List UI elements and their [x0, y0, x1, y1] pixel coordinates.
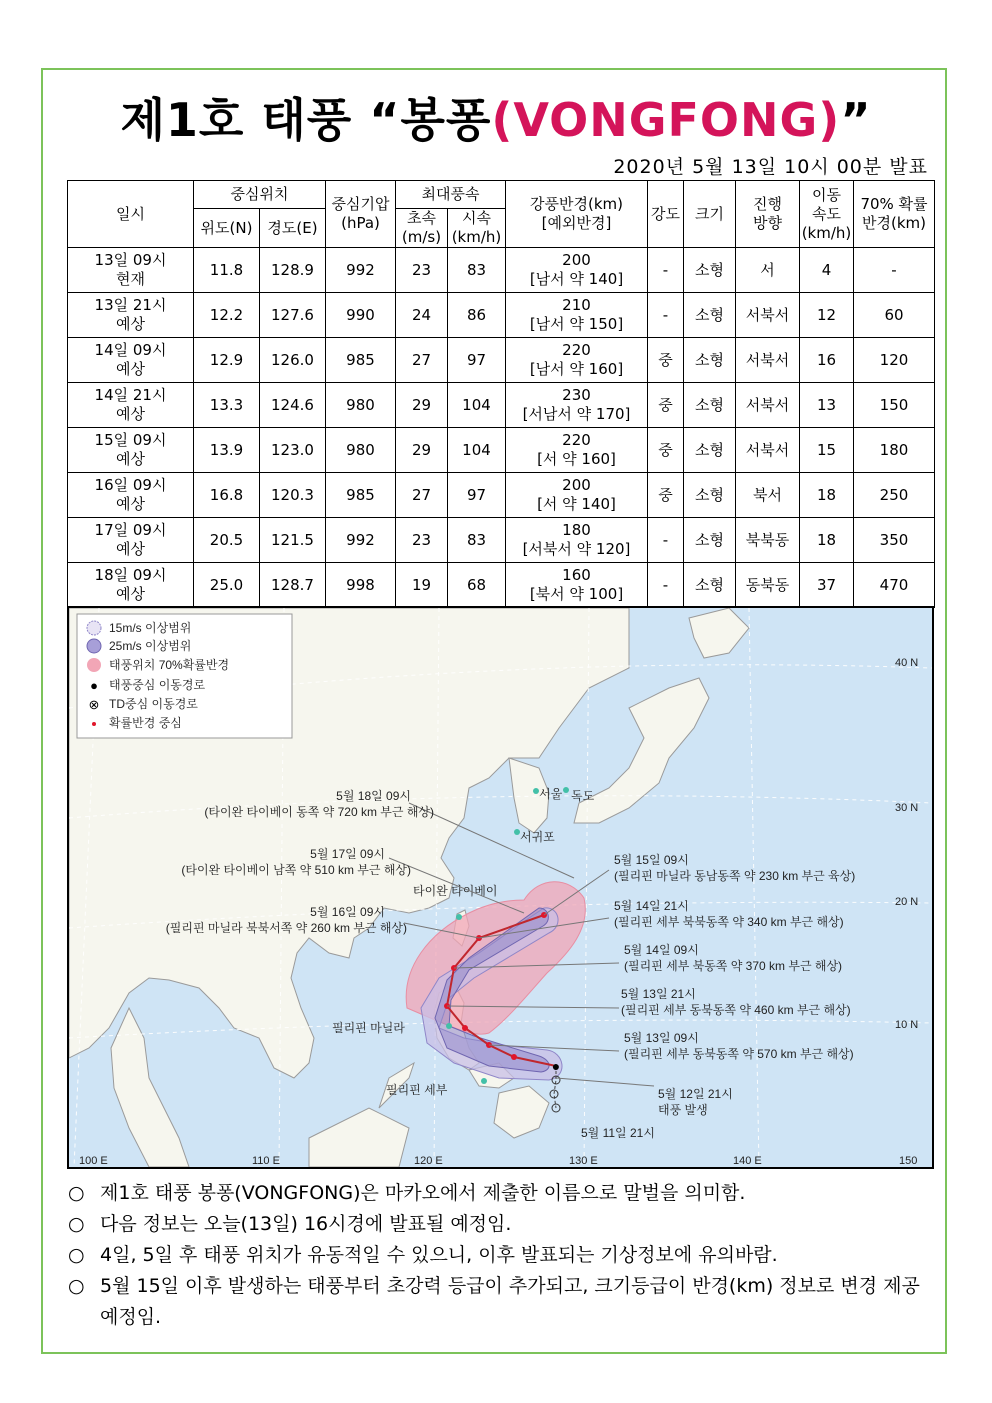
header-wind-kmh: 시속 (km/h): [448, 209, 506, 248]
legend-label-td-path: TD중심 이동경로: [109, 697, 198, 711]
title-english-name: (VONGFONG): [491, 93, 841, 147]
header-wind-ms: 초속 (m/s): [396, 209, 448, 248]
header-datetime: 일시: [68, 181, 194, 248]
cell-time: 13일 21시 예상: [68, 293, 194, 338]
map-legend: [77, 614, 292, 738]
cell-ms: 19: [396, 563, 448, 608]
table-row: [68, 473, 935, 518]
cell-radius: 180 [서북서 약 120]: [506, 518, 648, 563]
cell-lat: 13.3: [194, 383, 260, 428]
cell-lon: 126.0: [260, 338, 326, 383]
note-item: ○ 4일, 5일 후 태풍 위치가 유동적일 수 있으니, 이후 발표되는 기상정보에 유의바람.: [68, 1244, 778, 1266]
cell-dir: 북서: [736, 473, 800, 518]
cell-lon: 121.5: [260, 518, 326, 563]
cell-time: 14일 21시 예상: [68, 383, 194, 428]
cell-lat: 25.0: [194, 563, 260, 608]
cell-pres: 985: [326, 338, 396, 383]
lon-label-120: 120 E: [414, 1155, 443, 1167]
cell-radius: 200 [남서 약 140]: [506, 248, 648, 293]
cell-ms: 27: [396, 473, 448, 518]
cell-speed: 18: [800, 473, 854, 518]
header-size: 크기: [684, 181, 736, 248]
place-manila: 필리핀 마닐라: [332, 1021, 405, 1035]
lat-label-30: 30 N: [895, 802, 919, 814]
cell-time: 17일 09시 예상: [68, 518, 194, 563]
ann-0515-desc: (필리핀 마닐라 동남동쪽 약 230 km 부근 육상): [614, 869, 856, 883]
cell-dir: 서북서: [736, 293, 800, 338]
cell-lon: 124.6: [260, 383, 326, 428]
note-item: ○ 5월 15일 이후 발생하는 태풍부터 초강력 등급이 추가되고, 크기등급이 반경(km) 정보로 변경 제공 예정임.: [68, 1275, 920, 1328]
table-row: [68, 428, 935, 473]
cell-speed: 18: [800, 518, 854, 563]
header-lat: 위도(N): [194, 209, 260, 248]
ann-0517-time: 5월 17일 09시: [310, 847, 385, 861]
cell-intensity: -: [648, 518, 684, 563]
cell-pres: 992: [326, 518, 396, 563]
cell-time: 16일 09시 예상: [68, 473, 194, 518]
ann-0512-desc: 태풍 발생: [658, 1103, 708, 1117]
cell-kmh: 68: [448, 563, 506, 608]
place-seoul: 서울: [539, 787, 563, 801]
cell-time: 14일 09시 예상: [68, 338, 194, 383]
issue-datetime: 2020년 5월 13일 10시 00분 발표: [613, 156, 928, 178]
cell-size: 소형: [684, 383, 736, 428]
cell-radius: 210 [남서 약 150]: [506, 293, 648, 338]
land-hokkaido: [689, 608, 749, 658]
ann-0514-21-desc: (필리핀 세부 북북동쪽 약 340 km 부근 해상): [614, 915, 844, 929]
cell-intensity: -: [648, 248, 684, 293]
cell-kmh: 86: [448, 293, 506, 338]
cell-pres: 992: [326, 248, 396, 293]
place-cebu: 필리핀 세부: [386, 1083, 448, 1097]
cell-radius: 220 [서 약 160]: [506, 428, 648, 473]
cell-dir: 동북동: [736, 563, 800, 608]
place-dokdo: 독도: [571, 789, 595, 803]
cell-size: 소형: [684, 428, 736, 473]
legend-label-25ms: 25m/s 이상범위: [109, 639, 192, 653]
cell-lon: 123.0: [260, 428, 326, 473]
table-row: [68, 518, 935, 563]
place-seogwipo: 서귀포: [520, 830, 555, 844]
ann-0516-time: 5월 16일 09시: [310, 905, 385, 919]
cell-kmh: 104: [448, 428, 506, 473]
cell-prob: 470: [854, 563, 935, 608]
typhoon-symbol-icon: ●: [551, 1058, 561, 1074]
cell-lat: 12.2: [194, 293, 260, 338]
map-svg: [69, 608, 932, 1167]
legend-typhoon-path-icon: ●: [90, 678, 98, 693]
lon-label-130: 130 E: [569, 1155, 598, 1167]
header-direction: 진행 방향: [736, 181, 800, 248]
table-row: [68, 383, 935, 428]
lat-label-20: 20 N: [895, 896, 919, 908]
note-item: ○ 다음 정보는 오늘(13일) 16시경에 발표될 예정임.: [68, 1213, 512, 1235]
cell-intensity: 중: [648, 338, 684, 383]
table-row: [68, 563, 935, 608]
cell-time: 13일 09시 현재: [68, 248, 194, 293]
cell-lat: 12.9: [194, 338, 260, 383]
legend-25ms-icon: [87, 639, 101, 653]
ann-0513-21-time: 5월 13일 21시: [621, 987, 696, 1001]
lon-label-140: 140 E: [733, 1155, 762, 1167]
ann-0518-desc: (타이완 타이베이 동쪽 약 720 km 부근 해상): [204, 805, 434, 819]
typhoon-track-map: [67, 606, 934, 1169]
cell-kmh: 97: [448, 338, 506, 383]
cell-speed: 12: [800, 293, 854, 338]
header-pressure: 중심기압 (hPa): [326, 181, 396, 248]
cell-dir: 서북서: [736, 338, 800, 383]
ann-0516-desc: (필리핀 마닐라 북북서쪽 약 260 km 부근 해상): [165, 921, 407, 935]
legend-prob-icon: [87, 658, 101, 672]
cell-lon: 128.9: [260, 248, 326, 293]
header-max-wind: 최대풍속: [396, 181, 506, 209]
cell-speed: 37: [800, 563, 854, 608]
cell-prob: -: [854, 248, 935, 293]
cell-ms: 23: [396, 248, 448, 293]
cell-dir: 서북서: [736, 383, 800, 428]
cell-time: 15일 09시 예상: [68, 428, 194, 473]
cell-pres: 980: [326, 383, 396, 428]
lat-label-10: 10 N: [895, 1019, 919, 1031]
cell-lat: 13.9: [194, 428, 260, 473]
legend-15ms-icon: [87, 621, 101, 635]
header-prob-radius: 70% 확률 반경(km): [854, 181, 935, 248]
header-intensity: 강도: [648, 181, 684, 248]
land-malay-peninsula: [111, 1008, 189, 1167]
legend-label-prob-center: 확률반경 중심: [109, 716, 182, 730]
cell-prob: 120: [854, 338, 935, 383]
ann-0511-time: 5월 11일 21시: [581, 1126, 655, 1140]
cell-pres: 998: [326, 563, 396, 608]
cell-prob: 60: [854, 293, 935, 338]
cell-intensity: 중: [648, 473, 684, 518]
cell-lon: 120.3: [260, 473, 326, 518]
header-speed: 이동 속도 (km/h): [800, 181, 854, 248]
cell-intensity: -: [648, 563, 684, 608]
cell-pres: 985: [326, 473, 396, 518]
cell-speed: 13: [800, 383, 854, 428]
cell-lat: 11.8: [194, 248, 260, 293]
cell-intensity: 중: [648, 428, 684, 473]
cell-intensity: 중: [648, 383, 684, 428]
notes-list: [68, 1178, 928, 1333]
cell-size: 소형: [684, 518, 736, 563]
cell-prob: 150: [854, 383, 935, 428]
table-row: [68, 248, 935, 293]
cell-kmh: 83: [448, 518, 506, 563]
cell-intensity: -: [648, 293, 684, 338]
header-center-position: 중심위치: [194, 181, 326, 209]
legend-prob-center-icon: [92, 722, 96, 726]
legend-label-typhoon-path: 태풍중심 이동경로: [109, 678, 206, 692]
table-row: [68, 293, 935, 338]
header-radius: 강풍반경(km) [예외반경]: [506, 181, 648, 248]
td-points: [550, 1076, 560, 1112]
cell-ms: 29: [396, 383, 448, 428]
cell-size: 소형: [684, 473, 736, 518]
cell-size: 소형: [684, 293, 736, 338]
cell-radius: 230 [서남서 약 170]: [506, 383, 648, 428]
cell-ms: 24: [396, 293, 448, 338]
cell-dir: 북북동: [736, 518, 800, 563]
cell-prob: 180: [854, 428, 935, 473]
cell-prob: 350: [854, 518, 935, 563]
table-row: [68, 338, 935, 383]
legend-label-prob: 태풍위치 70%확률반경: [109, 658, 230, 672]
cell-speed: 15: [800, 428, 854, 473]
cell-speed: 16: [800, 338, 854, 383]
land-japan: [574, 678, 709, 823]
cell-pres: 980: [326, 428, 396, 473]
cell-speed: 4: [800, 248, 854, 293]
ann-0517-desc: (타이완 타이베이 남쪽 약 510 km 부근 해상): [181, 863, 411, 877]
ann-0514-09-desc: (필리핀 세부 북동쪽 약 370 km 부근 해상): [624, 959, 843, 973]
cell-lon: 128.7: [260, 563, 326, 608]
cell-ms: 29: [396, 428, 448, 473]
lon-label-110: 110 E: [252, 1155, 280, 1167]
cell-dir: 서북서: [736, 428, 800, 473]
lat-label-40: 40 N: [895, 657, 919, 669]
cell-size: 소형: [684, 248, 736, 293]
cell-size: 소형: [684, 338, 736, 383]
legend-label-15ms: 15m/s 이상범위: [109, 621, 192, 635]
cell-radius: 160 [북서 약 100]: [506, 563, 648, 608]
ann-0512-time: 5월 12일 21시: [658, 1087, 733, 1101]
ann-0514-09-time: 5월 14일 09시: [624, 943, 699, 957]
cell-kmh: 104: [448, 383, 506, 428]
cell-ms: 23: [396, 518, 448, 563]
legend-td-path-icon: ⊗: [88, 697, 100, 712]
header-lon: 경도(E): [260, 209, 326, 248]
cell-prob: 250: [854, 473, 935, 518]
page-title: 제1호 태풍 “봉퐁(VONGFONG)”: [120, 93, 872, 147]
cell-radius: 200 [서 약 140]: [506, 473, 648, 518]
ann-0515-time: 5월 15일 09시: [614, 853, 689, 867]
ann-0513-09-time: 5월 13일 09시: [624, 1031, 699, 1045]
cell-ms: 27: [396, 338, 448, 383]
note-item: ○ 제1호 태풍 봉퐁(VONGFONG)은 마카오에서 제출한 이름으로 말벌을 의미함.: [68, 1182, 746, 1204]
ann-0514-21-time: 5월 14일 21시: [614, 899, 689, 913]
cell-kmh: 97: [448, 473, 506, 518]
cell-lat: 16.8: [194, 473, 260, 518]
land-borneo: [309, 1108, 409, 1167]
cell-size: 소형: [684, 563, 736, 608]
cell-radius: 220 [남서 약 160]: [506, 338, 648, 383]
land-mindanao: [494, 1086, 549, 1138]
ann-0513-09-desc: (필리핀 세부 동북동쪽 약 570 km 부근 해상): [624, 1047, 854, 1061]
ann-0518-time: 5월 18일 09시: [336, 789, 411, 803]
lon-label-100: 100 E: [79, 1155, 108, 1167]
cell-lat: 20.5: [194, 518, 260, 563]
cell-time: 18일 09시 예상: [68, 563, 194, 608]
place-taipei: 타이완 타이베이: [413, 884, 498, 898]
forecast-table: [67, 180, 935, 608]
cell-dir: 서: [736, 248, 800, 293]
cell-lon: 127.6: [260, 293, 326, 338]
lon-label-150: 150: [899, 1155, 918, 1167]
ann-0513-21-desc: (필리핀 세부 동북동쪽 약 460 km 부근 해상): [621, 1003, 851, 1017]
cell-pres: 990: [326, 293, 396, 338]
cell-kmh: 83: [448, 248, 506, 293]
